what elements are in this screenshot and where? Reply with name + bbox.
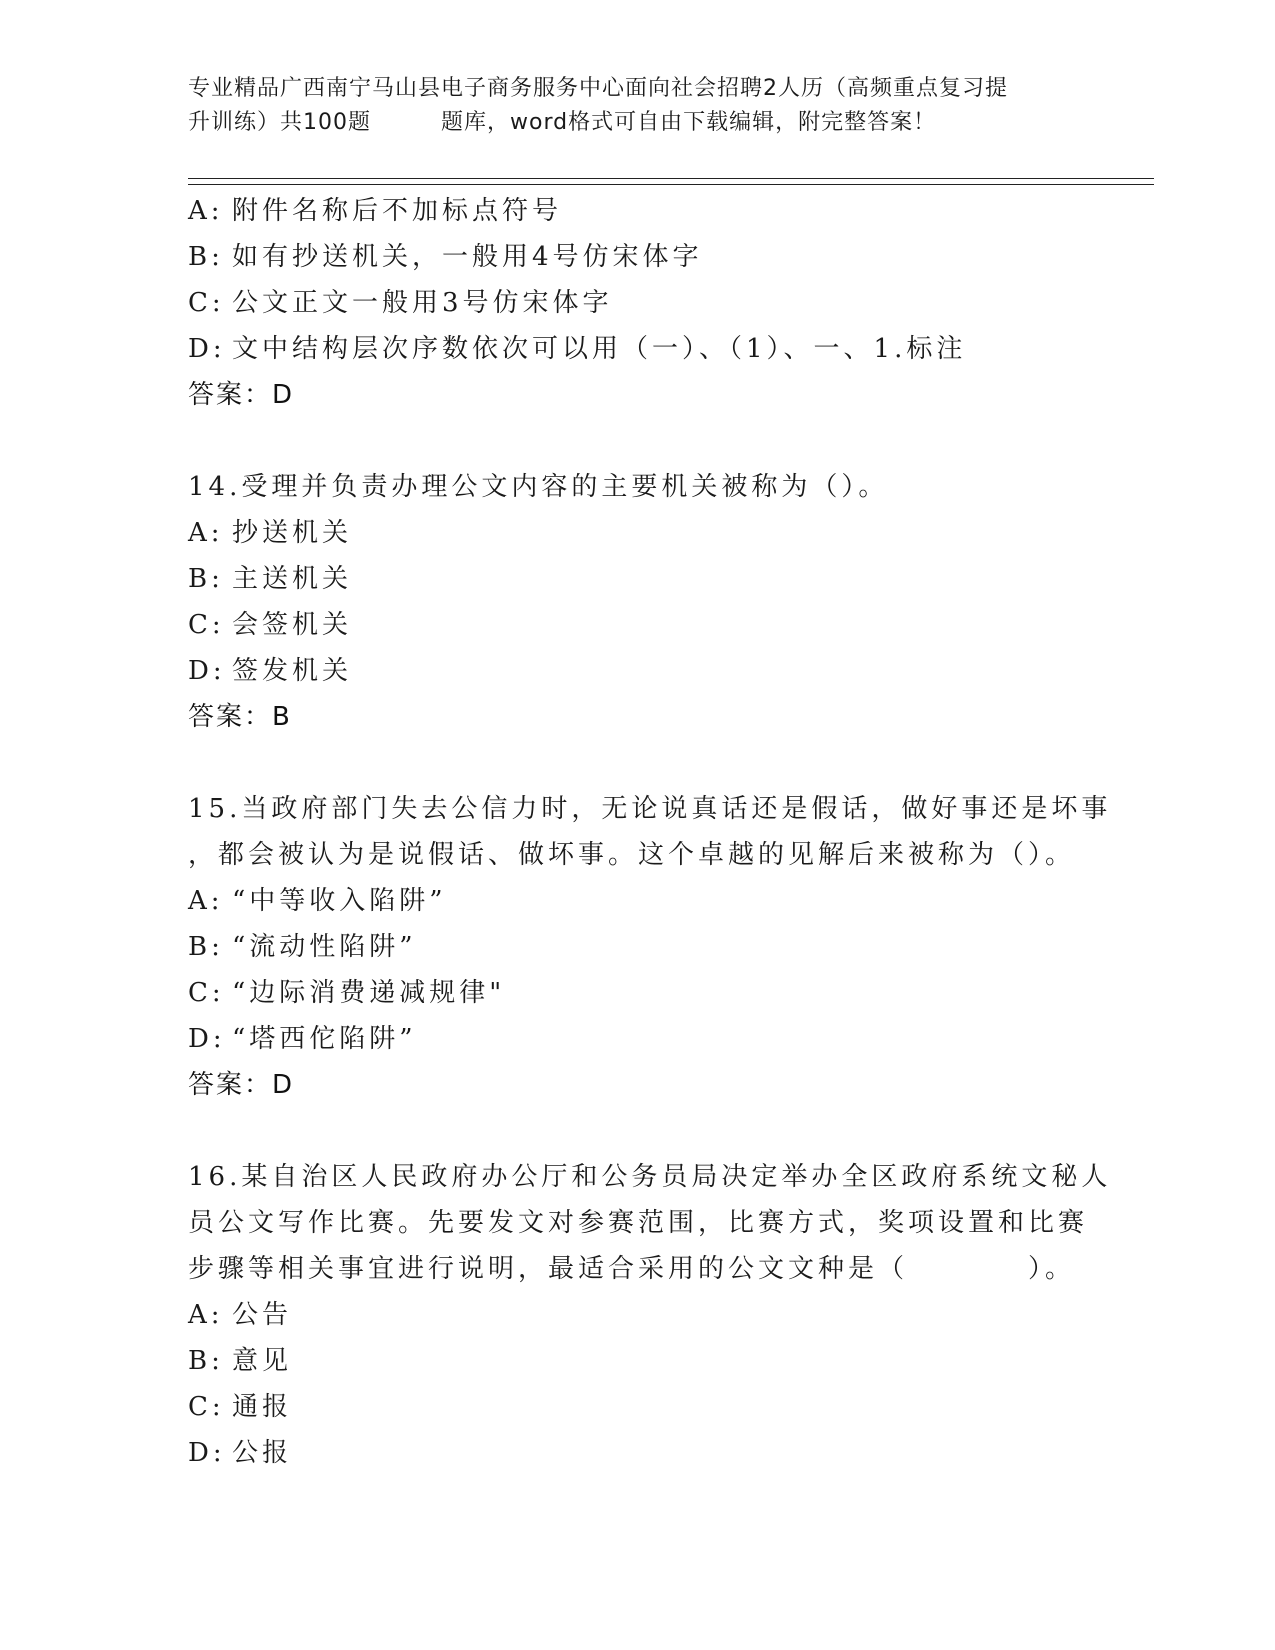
- question-stem: 15.当政府部门失去公信力时，无论说真话还是假话，做好事还是坏事: [188, 794, 1112, 824]
- spacer: [188, 418, 1088, 464]
- option-d: [188, 326, 1088, 372]
- option-d: [188, 648, 1088, 694]
- document-header: [188, 72, 1108, 140]
- option-text: 文中结构层次序数依次可以用（一）、（1）、一、1.标注: [232, 334, 967, 364]
- question-14: [188, 464, 1088, 740]
- answer-line: 答案：D: [188, 380, 295, 410]
- question-16: [188, 1154, 1112, 1476]
- option-text: 通报: [232, 1392, 293, 1422]
- option-letter: C:: [188, 978, 225, 1008]
- option-letter: C:: [188, 610, 225, 640]
- option-c: [188, 970, 1088, 1016]
- option-a: [188, 878, 1088, 924]
- spacer: [188, 740, 1088, 786]
- option-c: [188, 280, 1088, 326]
- option-b: [188, 234, 1088, 280]
- option-text: “边际消费递减规律": [232, 978, 506, 1008]
- option-letter: C:: [188, 1392, 225, 1422]
- option-letter: D:: [188, 1024, 226, 1054]
- option-c: [188, 602, 1088, 648]
- option-text: 如有抄送机关，一般用4号仿宋体字: [232, 242, 703, 272]
- option-a: [188, 1292, 1088, 1338]
- question-stem: 16.某自治区人民政府办公厅和公务员局决定举办全区政府系统文秘人: [188, 1162, 1112, 1192]
- option-text: 附件名称后不加标点符号: [232, 196, 563, 226]
- option-text: 会签机关: [232, 610, 353, 640]
- question-stem-last-part-a: 步骤等相关事宜进行说明，最适合采用的公文文种是（: [188, 1254, 909, 1284]
- option-d: [188, 1430, 1088, 1476]
- option-text: 意见: [232, 1346, 293, 1376]
- question-13: [188, 188, 1088, 418]
- question-stem-continued: 员公文写作比赛。先要发文对参赛范围，比赛方式，奖项设置和比赛: [188, 1208, 1089, 1238]
- option-text: “中等收入陷阱”: [232, 886, 447, 916]
- option-letter: D:: [188, 656, 226, 686]
- option-letter: A:: [188, 196, 224, 226]
- option-text: 公告: [232, 1300, 293, 1330]
- answer-line: 答案：D: [188, 1070, 295, 1100]
- option-text: 主送机关: [232, 564, 353, 594]
- option-letter: C:: [188, 288, 225, 318]
- option-b: [188, 556, 1088, 602]
- option-letter: A:: [188, 518, 224, 548]
- option-text: “流动性陷阱”: [232, 932, 417, 962]
- option-letter: A:: [188, 1300, 224, 1330]
- option-a: [188, 510, 1088, 556]
- option-letter: D:: [188, 1438, 226, 1468]
- option-text: 公文正文一般用3号仿宋体字: [232, 288, 613, 318]
- question-stem-last: [188, 1246, 1088, 1292]
- option-text: 抄送机关: [232, 518, 353, 548]
- option-letter: A:: [188, 886, 224, 916]
- option-text: “塔西佗陷阱”: [232, 1024, 417, 1054]
- question-15: [188, 786, 1112, 1108]
- answer-line: 答案：B: [188, 702, 292, 732]
- header-line-1: 专业精品广西南宁马山县电子商务服务中心面向社会招聘2人历（高频重点复习提: [188, 76, 1008, 101]
- option-a: [188, 188, 1088, 234]
- header-line-2-part-a: 升训练）共100题: [188, 110, 371, 135]
- header-line-2-part-b: 题库，word格式可自由下载编辑，附完整答案！: [441, 110, 937, 135]
- option-b: [188, 924, 1088, 970]
- question-stem-last-part-b: ）。: [1028, 1254, 1076, 1284]
- option-c: [188, 1384, 1088, 1430]
- option-letter: B:: [188, 242, 224, 272]
- option-b: [188, 1338, 1088, 1384]
- header-line-2: [188, 106, 1108, 140]
- option-text: 公报: [232, 1438, 293, 1468]
- option-d: [188, 1016, 1088, 1062]
- option-letter: B:: [188, 1346, 224, 1376]
- question-list: [188, 188, 1112, 1476]
- header-divider-bottom: [188, 184, 1154, 185]
- option-letter: B:: [188, 932, 224, 962]
- header-divider-top: [188, 178, 1154, 179]
- question-stem-continued: ，都会被认为是说假话、做坏事。这个卓越的见解后来被称为（）。: [188, 840, 1076, 870]
- option-letter: B:: [188, 564, 224, 594]
- question-stem: 14.受理并负责办理公文内容的主要机关被称为（）。: [188, 472, 889, 502]
- option-letter: D:: [188, 334, 226, 364]
- spacer: [188, 1108, 1088, 1154]
- option-text: 签发机关: [232, 656, 353, 686]
